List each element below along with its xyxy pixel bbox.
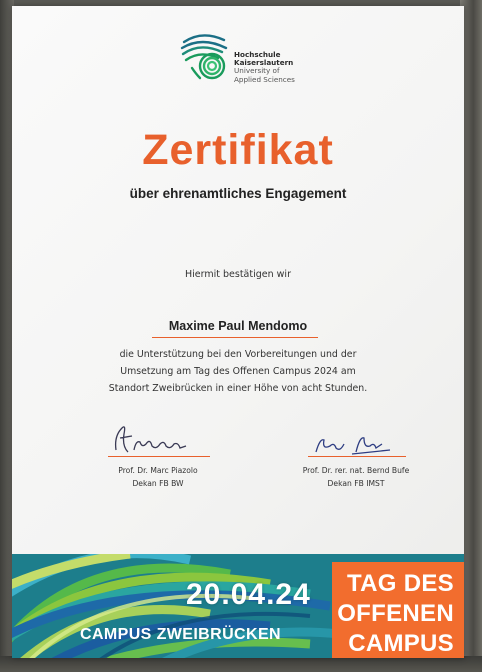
signatory-1-role: Dekan FB BW bbox=[132, 479, 184, 488]
institution-line4: Applied Sciences bbox=[234, 74, 295, 84]
signatory-2-name: Prof. Dr. rer. nat. Bernd Bufe bbox=[302, 466, 410, 475]
institution-line2: Kaiserslautern bbox=[234, 58, 294, 68]
signatory-2-role: Dekan FB IMST bbox=[327, 479, 385, 488]
certificate-body bbox=[12, 346, 464, 397]
background-bottom bbox=[0, 656, 482, 672]
banner-date: 20.04.24 bbox=[186, 578, 311, 611]
institution-line3: University of bbox=[234, 66, 280, 76]
certificate-title: Zertifikat bbox=[142, 126, 334, 174]
signature-line-2 bbox=[308, 456, 406, 457]
signature-piazolo bbox=[110, 420, 194, 460]
recipient-underline bbox=[152, 337, 318, 338]
body-line-3: Standort Zweibrücken in einer Höhe von acht Stunden. bbox=[108, 383, 368, 394]
certificate-subtitle: über ehrenamtliches Engagement bbox=[129, 186, 347, 201]
event-title-box bbox=[332, 562, 464, 658]
university-logo-icon bbox=[178, 28, 234, 84]
body-line-2: Umsetzung am Tag des Offenen Campus 2024 am bbox=[120, 366, 356, 377]
body-line-1: die Unterstützung bei den Vorbereitungen und der bbox=[119, 349, 357, 360]
banner-campus: CAMPUS ZWEIBRÜCKEN bbox=[80, 626, 281, 643]
event-title-line2: OFFENEN bbox=[337, 600, 454, 627]
signature-line-1 bbox=[108, 456, 210, 457]
signatory-1-name: Prof. Dr. Marc Piazolo bbox=[118, 466, 198, 475]
recipient-name: Maxime Paul Mendomo bbox=[168, 319, 308, 333]
event-banner bbox=[12, 554, 464, 658]
signatory-2 bbox=[276, 464, 436, 490]
confirm-text: Hiermit bestätigen wir bbox=[185, 269, 291, 280]
certificate-paper bbox=[12, 6, 464, 658]
institution-line1: Hochschule bbox=[234, 50, 281, 59]
university-name bbox=[234, 51, 295, 84]
signatory-1 bbox=[78, 464, 238, 490]
event-title-line1: TAG DES bbox=[347, 570, 454, 597]
event-title-line3: CAMPUS bbox=[348, 630, 454, 657]
